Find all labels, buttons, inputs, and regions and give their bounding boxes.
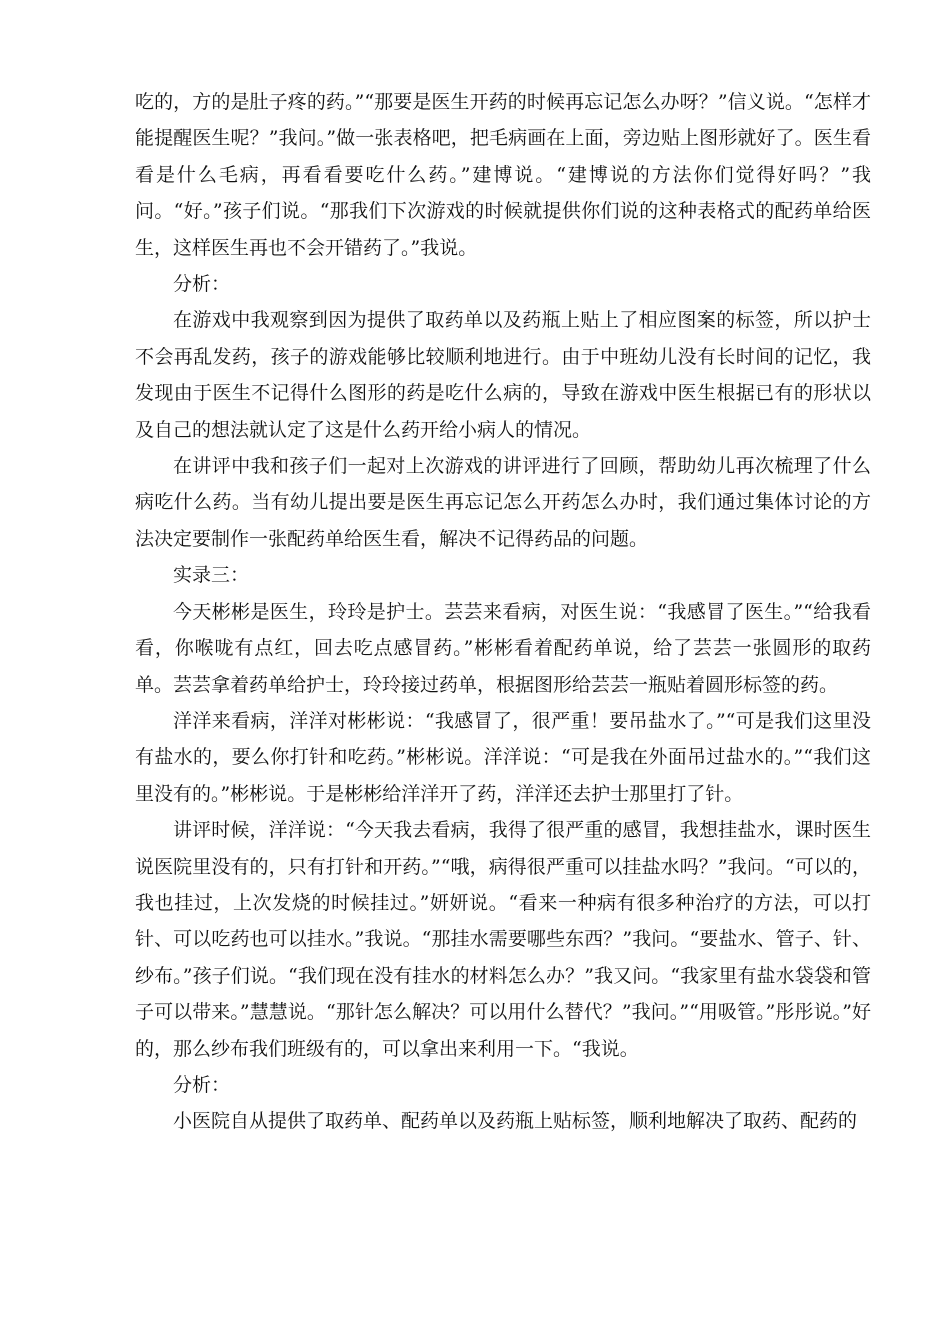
paragraph-review-discussion: 讲评时候，洋洋说：“今天我去看病，我得了很严重的感冒，我想挂盐水，课时医生说医院里没有的，只有打针和开药。”“哦，病得很严重可以挂盐水吗？”我问。“可以的，我也挂过，上次发烧的时候挂过。”妍妍说。“看来一种病有很多种治疗的方法，可以打针、可以吃药也可以挂水。”我说。“那挂水需要哪些东西？”我问。“要盐水、管子、针、纱布。”孩子们说。“我们现在没有挂水的材料怎么办？”我又问。“我家里有盐水袋袋和管子可以带来。”慧慧说。“那针怎么解决？可以用什么替代？”我问。”“用吸管。”彤彤说。”好的，那么纱布我们班级有的，可以拿出来利用一下。“我说。 xyxy=(135,819,871,1060)
paragraph-analysis-review: 在讲评中我和孩子们一起对上次游戏的讲评进行了回顾，帮助幼儿再次梳理了什么病吃什么药。当有幼儿提出要是医生再忘记怎么开药怎么办时，我们通过集体讨论的方法决定要制作一张配药单给医生看，解决不记得药品的问题。 xyxy=(135,455,871,550)
section-heading-analysis: 分析： xyxy=(173,273,231,296)
paragraph-record-binbin: 今天彬彬是医生，玲玲是护士。芸芸来看病，对医生说：“我感冒了医生。”“给我看看，你喉咙有点红，回去吃点感冒药。”彬彬看着配药单说，给了芸芸一张圆形的取药单。芸芸拿着药单给护士，玲玲接过药单，根据图形给芸芸一瓶贴着圆形标签的药。 xyxy=(135,600,871,696)
section-heading-analysis-2: 分析： xyxy=(173,1073,231,1096)
paragraph-analysis-final: 小医院自从提供了取药单、配药单以及药瓶上贴标签，顺利地解决了取药、配药的 xyxy=(173,1110,858,1133)
section-heading-record-three: 实录三： xyxy=(173,564,250,587)
paragraph-analysis-observation: 在游戏中我观察到因为提供了取药单以及药瓶上贴上了相应图案的标签，所以护士不会再乱发药，孩子的游戏能够比较顺利地进行。由于中班幼儿没有长时间的记忆，我发现由于医生不记得什么图形的药是吃什么病的，导致在游戏中医生根据已有的形状以及自己的想法就认定了这是什么药开给小病人的情况。 xyxy=(135,309,871,441)
paragraph-continued: 吃的，方的是肚子疼的药。”“那要是医生开药的时候再忘记怎么办呀？”信义说。“怎样才能提醒医生呢？”我问。”做一张表格吧，把毛病画在上面，旁边贴上图形就好了。医生看看是什么毛病，再看看要吃什么药。”建博说。“建博说的方法你们觉得好吗？”我问。“好。”孩子们说。“那我们下次游戏的时候就提供你们说的这种表格式的配药单给医生，这样医生再也不会开错药了。”我说。 xyxy=(135,91,871,259)
document-body xyxy=(135,84,871,1140)
paragraph-record-yangyang: 洋洋来看病，洋洋对彬彬说：“我感冒了，很严重！要吊盐水了。”“可是我们这里没有盐水的，要么你打针和吃药。”彬彬说。洋洋说：“可是我在外面吊过盐水的。”“我们这里没有的。”彬彬说。于是彬彬给洋洋开了药，洋洋还去护士那里打了针。 xyxy=(135,709,871,805)
